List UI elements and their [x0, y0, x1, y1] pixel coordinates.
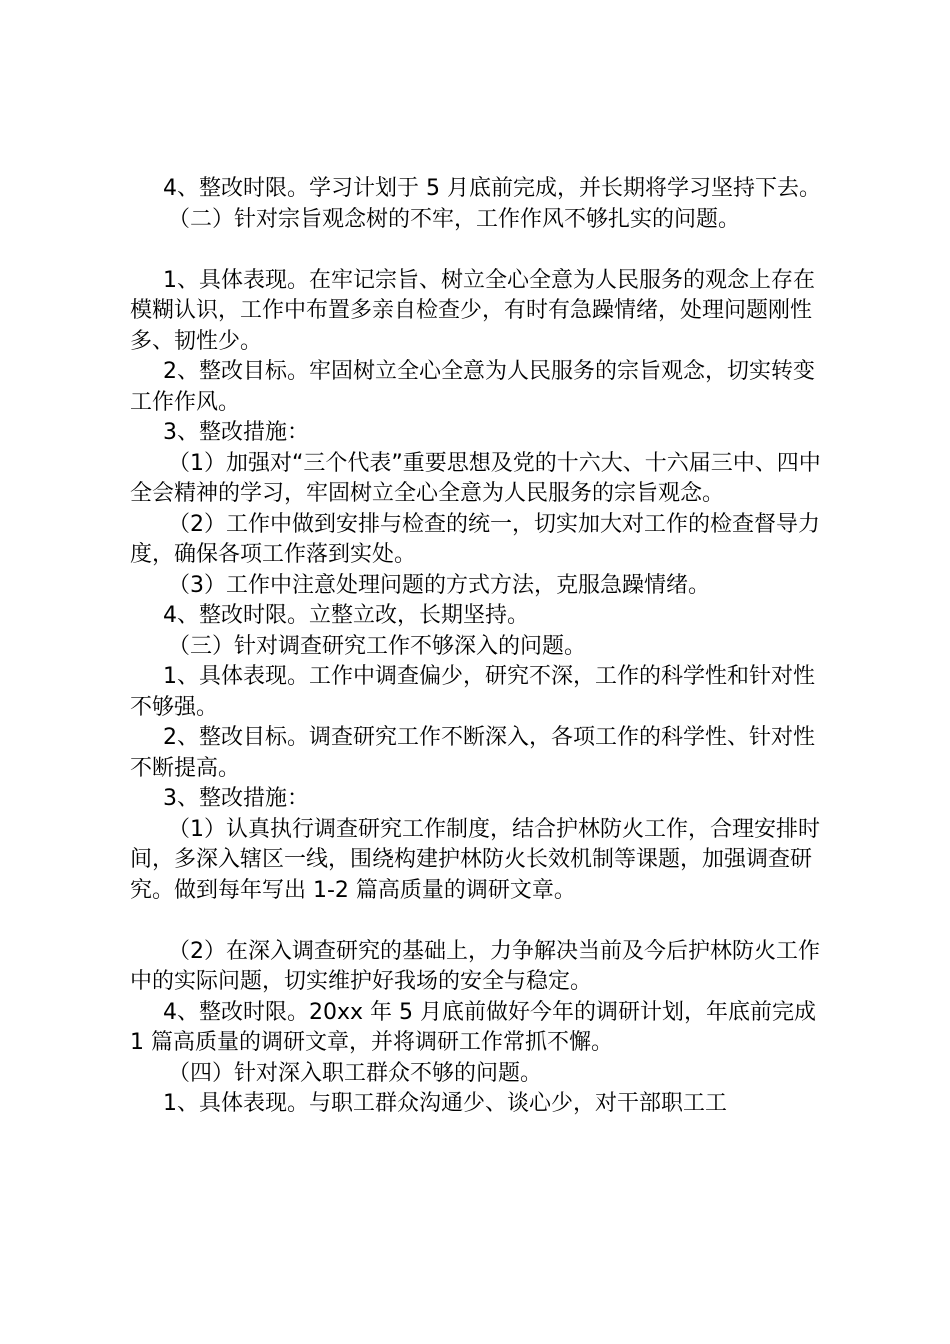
- paragraph-gap: [130, 906, 830, 937]
- paragraph-manifestation-2: 1、具体表现。在牢记宗旨、树立全心全意为人民服务的观念上存在模糊认识，工作中布置多亲自检查少，有时有急躁情绪，处理问题刚性多、韧性少。: [130, 267, 815, 354]
- paragraph-deadline-1: 4、整改时限。学习计划于 5 月底前完成，并长期将学习坚持下去。: [163, 176, 821, 201]
- paragraph-measure-3-2: （2）在深入调查研究的基础上，力争解决当前及今后护林防火工作中的实际问题，切实维护好我场的安全与稳定。: [130, 938, 820, 994]
- paragraph-measure-2-3: （3）工作中注意处理问题的方式方法，克服急躁情绪。: [168, 572, 710, 598]
- paragraph-goal-2: 2、整改目标。牢固树立全心全意为人民服务的宗旨观念，切实转变工作作风。: [130, 359, 815, 415]
- paragraph-manifestation-3: 1、具体表现。工作中调查偏少，研究不深，工作的科学性和针对性不够强。: [130, 664, 815, 720]
- paragraph-manifestation-4: 1、具体表现。与职工群众沟通少、谈心少，对干部职工工: [163, 1091, 727, 1116]
- document-body: [130, 174, 830, 1120]
- paragraph-measures-3: 3、整改措施：: [163, 786, 309, 811]
- section-heading-3: （三）针对调查研究工作不够深入的问题。: [168, 633, 587, 659]
- section-heading-2: （二）针对宗旨观念树的不牢，工作作风不够扎实的问题。: [168, 206, 741, 232]
- paragraph-measure-2-1: （1）加强对“三个代表”重要思想及党的十六大、十六届三中、四中全会精神的学习，牢固树立全心全意为人民服务的宗旨观念。: [130, 450, 821, 506]
- paragraph-measure-2-2: （2）工作中做到安排与检查的统一，切实加大对工作的检查督导力度，确保各项工作落到实处。: [130, 511, 820, 567]
- paragraph-deadline-3: 4、整改时限。20xx 年 5 月底前做好今年的调研计划，年底前完成 1 篇高质量的调研文章，并将调研工作常抓不懈。: [130, 999, 824, 1055]
- paragraph-deadline-2: 4、整改时限。立整立改，长期坚持。: [163, 603, 529, 628]
- paragraph-measure-3-1: （1）认真执行调查研究工作制度，结合护林防火工作，合理安排时间，多深入辖区一线，围绕构建护林防火长效机制等课题，加强调查研究。做到每年写出 1-2 篇高质量的调研文章。: [130, 816, 820, 903]
- paragraph-gap: [130, 235, 830, 266]
- paragraph-measures-2: 3、整改措施：: [163, 420, 309, 445]
- section-heading-4: （四）针对深入职工群众不够的问题。: [168, 1060, 543, 1086]
- paragraph-goal-3: 2、整改目标。调查研究工作不断深入，各项工作的科学性、针对性不断提高。: [130, 725, 815, 781]
